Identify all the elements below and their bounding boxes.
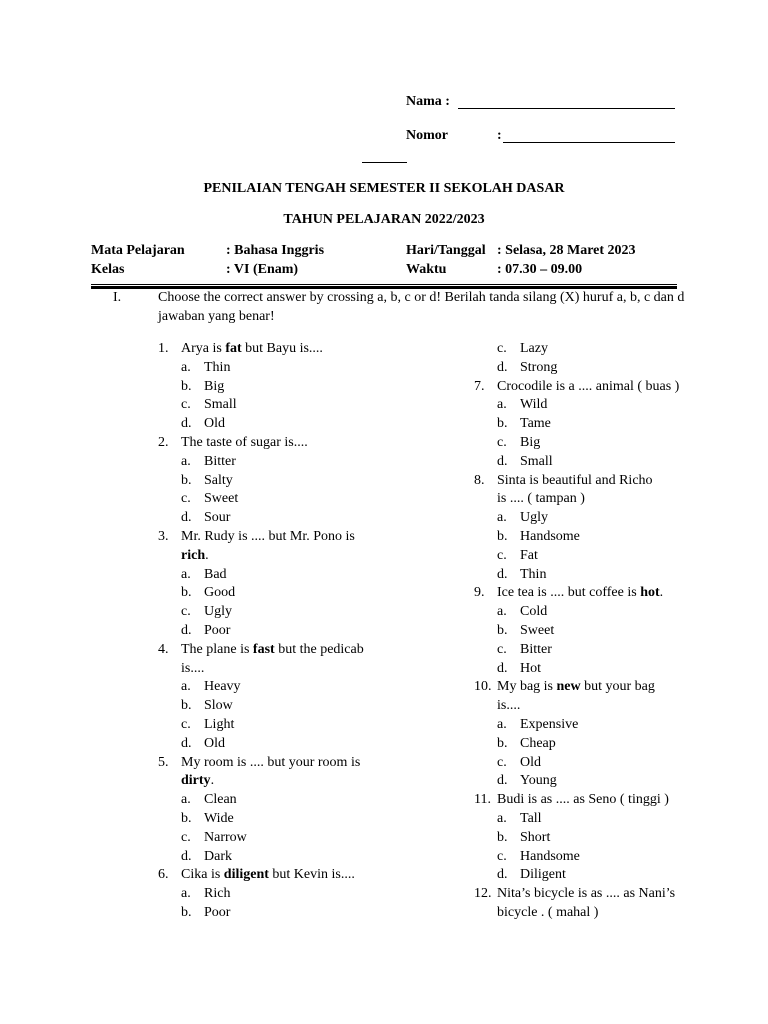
- option-letter: a.: [181, 679, 191, 695]
- option-text: Narrow: [204, 829, 247, 845]
- answer-option: [158, 584, 458, 603]
- question-text: [181, 641, 364, 660]
- answer-option: [158, 904, 458, 923]
- option-letter: d.: [181, 510, 192, 526]
- option-text: Small: [520, 453, 553, 469]
- answer-option: [158, 359, 458, 378]
- question-text: [181, 528, 355, 547]
- option-text: Sweet: [520, 622, 555, 638]
- question-text-part: bicycle . ( mahal ): [497, 904, 599, 920]
- option-text: Tame: [520, 416, 551, 432]
- question-text: [497, 697, 520, 716]
- mapel-value: : Bahasa Inggris: [226, 243, 325, 258]
- option-text: Old: [520, 754, 541, 770]
- option-text: Good: [204, 585, 236, 601]
- option-letter: d.: [497, 566, 508, 582]
- question-emphasis-word: rich: [181, 547, 206, 563]
- option-letter: b.: [497, 735, 508, 751]
- header-rule-thick: [91, 286, 677, 289]
- answer-option: [474, 434, 689, 453]
- option-text: Short: [520, 829, 551, 845]
- option-text: Poor: [204, 622, 231, 638]
- answer-option: [474, 509, 689, 528]
- option-text: Heavy: [204, 679, 241, 695]
- answer-option: [158, 829, 458, 848]
- option-text: Old: [204, 416, 225, 432]
- question-text-part: but the pedicab: [274, 641, 364, 657]
- question-number: 11.: [474, 792, 491, 808]
- question-row: [158, 641, 458, 660]
- kelas-label: Kelas: [91, 262, 125, 277]
- option-text: Sweet: [204, 491, 239, 507]
- option-text: Strong: [520, 359, 558, 375]
- option-letter: b.: [181, 585, 192, 601]
- answer-option: [474, 848, 689, 867]
- option-letter: a.: [497, 397, 507, 413]
- question-text: [497, 584, 663, 603]
- option-letter: d.: [497, 867, 508, 883]
- question-continuation: [474, 490, 689, 509]
- question-row: [158, 754, 458, 773]
- question-row: [158, 340, 458, 359]
- question-number: 10.: [474, 679, 492, 695]
- answer-option: [158, 735, 458, 754]
- option-letter: a.: [497, 716, 507, 732]
- question-text-part: but Bayu is....: [241, 341, 323, 356]
- answer-option: [474, 772, 689, 791]
- answer-option: [474, 810, 689, 829]
- nama-underline: [458, 108, 675, 109]
- question-text: [181, 866, 355, 885]
- question-emphasis-word: hot: [640, 585, 660, 601]
- option-text: Dark: [204, 848, 232, 864]
- option-text: Thin: [204, 359, 231, 375]
- option-letter: d.: [497, 773, 508, 789]
- option-letter: b.: [497, 622, 508, 638]
- question-emphasis-word: dirty: [181, 773, 211, 789]
- option-letter: c.: [181, 397, 191, 413]
- option-letter: a.: [181, 792, 191, 808]
- answer-option: [158, 453, 458, 472]
- option-text: Lazy: [520, 341, 548, 356]
- option-text: Cold: [520, 604, 548, 620]
- answer-option: [474, 547, 689, 566]
- question-continuation: [474, 697, 689, 716]
- question-text-part: The plane is: [181, 641, 253, 657]
- option-text: Rich: [204, 886, 231, 902]
- question-emphasis-word: diligent: [223, 867, 269, 883]
- option-letter: b.: [181, 810, 192, 826]
- question-text-part: is .... ( tampan ): [497, 491, 585, 507]
- answer-option: [474, 866, 689, 885]
- answer-option: [158, 603, 458, 622]
- option-text: Wide: [204, 810, 234, 826]
- header-rule-thin: [91, 284, 677, 285]
- nama-label: Nama :: [406, 94, 450, 109]
- answer-option: [158, 490, 458, 509]
- option-text: Expensive: [520, 716, 579, 732]
- answer-option: [474, 415, 689, 434]
- answer-option: [474, 754, 689, 773]
- option-letter: d.: [181, 848, 192, 864]
- question-number: 9.: [474, 585, 485, 601]
- question-text-part: Nita’s bicycle is as .... as Nani’s: [497, 886, 676, 902]
- question-text: [181, 547, 209, 566]
- answer-option: [474, 340, 689, 359]
- option-letter: c.: [497, 641, 507, 657]
- question-text: [181, 754, 360, 773]
- question-row: [474, 472, 689, 491]
- question-continuation: [158, 547, 458, 566]
- answer-option: [474, 829, 689, 848]
- question-number: 6.: [158, 867, 169, 883]
- answer-option: [474, 453, 689, 472]
- instruction-line-1: Choose the correct answer by crossing a, b, c or d! Berilah tanda silang (X) huruf a, b, c dan d: [158, 290, 685, 305]
- option-letter: c.: [181, 829, 191, 845]
- nomor-underline: [503, 142, 675, 143]
- question-text-part: .: [205, 547, 209, 563]
- question-text-part: Budi is as .... as Seno ( tinggi ): [497, 792, 669, 808]
- question-number: 3.: [158, 528, 169, 544]
- option-letter: b.: [497, 829, 508, 845]
- answer-option: [158, 378, 458, 397]
- question-text-part: is....: [181, 660, 205, 676]
- option-text: Clean: [204, 792, 237, 808]
- question-text-part: .: [210, 773, 215, 789]
- question-continuation: [474, 904, 689, 923]
- nomor-label: Nomor: [406, 128, 448, 143]
- question-number: 5.: [158, 754, 169, 770]
- answer-option: [158, 472, 458, 491]
- hari-value: : Selasa, 28 Maret 2023: [497, 243, 636, 258]
- option-letter: b.: [497, 416, 508, 432]
- question-emphasis-word: fat: [225, 341, 242, 356]
- answer-option: [474, 603, 689, 622]
- answer-option: [158, 697, 458, 716]
- answer-option: [158, 396, 458, 415]
- option-text: Handsome: [520, 848, 580, 864]
- question-text: [497, 472, 653, 491]
- answer-option: [158, 509, 458, 528]
- hari-label: Hari/Tanggal: [406, 243, 486, 258]
- question-text: [497, 904, 598, 923]
- option-letter: b.: [181, 472, 192, 488]
- option-text: Sour: [204, 510, 231, 526]
- option-text: Light: [204, 716, 235, 732]
- option-letter: a.: [181, 359, 191, 375]
- option-letter: d.: [181, 735, 192, 751]
- waktu-value: : 07.30 – 09.00: [497, 262, 583, 277]
- option-text: Salty: [204, 472, 233, 488]
- option-letter: c.: [497, 547, 507, 563]
- option-text: Ugly: [204, 604, 232, 620]
- option-text: Cheap: [520, 735, 556, 751]
- answer-option: [474, 566, 689, 585]
- option-text: Bitter: [520, 641, 552, 657]
- option-letter: b.: [181, 378, 192, 394]
- question-number: 7.: [474, 378, 485, 394]
- answer-option: [158, 622, 458, 641]
- question-text-part: but Kevin is....: [268, 867, 355, 883]
- option-letter: b.: [181, 698, 192, 714]
- answer-option: [474, 396, 689, 415]
- question-text: [181, 434, 308, 453]
- option-text: Slow: [204, 698, 233, 714]
- option-letter: a.: [181, 566, 191, 582]
- question-text-part: My bag is: [497, 679, 557, 695]
- question-row: [474, 378, 689, 397]
- answer-option: [474, 359, 689, 378]
- kelas-value: : VI (Enam): [226, 262, 299, 277]
- answer-option: [474, 716, 689, 735]
- question-text-part: but your bag: [580, 679, 655, 695]
- option-text: Hot: [520, 660, 541, 676]
- answer-option: [158, 678, 458, 697]
- question-text: [497, 885, 675, 904]
- title-line-2: TAHUN PELAJARAN 2022/2023: [283, 212, 485, 227]
- question-emphasis-word: fast: [252, 641, 275, 657]
- question-text: [497, 378, 679, 397]
- option-letter: a.: [497, 604, 507, 620]
- question-text: [181, 340, 323, 359]
- answer-option: [474, 641, 689, 660]
- question-text: [181, 772, 214, 791]
- question-text-part: Arya is: [181, 341, 226, 356]
- option-text: Bad: [204, 566, 227, 582]
- answer-option: [158, 810, 458, 829]
- question-row: [474, 885, 689, 904]
- question-number: 1.: [158, 341, 169, 356]
- option-letter: c.: [497, 754, 507, 770]
- option-letter: a.: [181, 886, 191, 902]
- option-text: Big: [204, 378, 225, 394]
- answer-option: [158, 791, 458, 810]
- question-text-part: is....: [497, 698, 521, 714]
- option-text: Fat: [520, 547, 538, 563]
- question-text-part: My room is .... but your room is: [181, 754, 361, 770]
- question-text-part: Crocodile is a .... animal ( buas ): [497, 378, 680, 394]
- question-text-part: The taste of sugar is....: [181, 434, 308, 450]
- option-text: Handsome: [520, 528, 580, 544]
- question-number: 8.: [474, 472, 485, 488]
- answer-option: [158, 415, 458, 434]
- question-continuation: [158, 660, 458, 679]
- question-text-part: Cika is: [181, 867, 224, 883]
- question-number: 2.: [158, 434, 169, 450]
- answer-option: [474, 528, 689, 547]
- question-continuation: [158, 772, 458, 791]
- title-line-1: PENILAIAN TENGAH SEMESTER II SEKOLAH DASAR: [203, 181, 565, 196]
- option-letter: d.: [497, 359, 508, 375]
- nomor-underline-continuation: [362, 162, 407, 163]
- option-letter: d.: [181, 416, 192, 432]
- question-row: [474, 791, 689, 810]
- option-letter: a.: [497, 510, 507, 526]
- option-text: Wild: [520, 397, 548, 413]
- question-text: [497, 678, 655, 697]
- option-letter: c.: [181, 491, 191, 507]
- option-letter: d.: [497, 453, 508, 469]
- answer-option: [158, 885, 458, 904]
- question-text-part: Sinta is beautiful and Richo: [497, 472, 653, 488]
- question-text-part: Mr. Rudy is .... but Mr. Pono is: [181, 528, 355, 544]
- answer-option: [474, 622, 689, 641]
- answer-option: [474, 735, 689, 754]
- option-letter: b.: [181, 904, 192, 920]
- question-row: [474, 584, 689, 603]
- question-row: [158, 866, 458, 885]
- option-letter: c.: [497, 848, 507, 864]
- option-text: Diligent: [520, 867, 566, 883]
- option-letter: c.: [181, 716, 191, 732]
- question-number: 12.: [474, 886, 492, 902]
- option-text: Young: [520, 773, 557, 789]
- question-text-part: Ice tea is .... but coffee is: [497, 585, 641, 601]
- nomor-colon: :: [497, 128, 502, 143]
- section-numeral: I.: [113, 290, 122, 305]
- option-letter: a.: [497, 810, 507, 826]
- option-letter: c.: [497, 434, 507, 450]
- option-letter: c.: [181, 604, 191, 620]
- answer-option: [158, 848, 458, 867]
- option-letter: d.: [497, 660, 508, 676]
- option-text: Old: [204, 735, 225, 751]
- option-text: Big: [520, 434, 541, 450]
- option-text: Thin: [520, 566, 547, 582]
- question-text: [181, 660, 204, 679]
- answer-option: [158, 716, 458, 735]
- question-text: [497, 791, 669, 810]
- question-column-left: [158, 340, 458, 923]
- option-text: Small: [204, 397, 237, 413]
- question-row: [158, 434, 458, 453]
- question-text-part: .: [659, 585, 664, 601]
- option-letter: c.: [497, 341, 507, 356]
- question-text: [497, 490, 585, 509]
- question-number: 4.: [158, 641, 169, 657]
- question-row: [158, 528, 458, 547]
- option-text: Bitter: [204, 453, 236, 469]
- waktu-label: Waktu: [406, 262, 447, 277]
- question-emphasis-word: new: [556, 679, 581, 695]
- answer-option: [474, 660, 689, 679]
- option-text: Tall: [520, 810, 542, 826]
- option-text: Poor: [204, 904, 231, 920]
- option-letter: a.: [181, 453, 191, 469]
- mapel-label: Mata Pelajaran: [91, 243, 185, 258]
- option-text: Ugly: [520, 510, 548, 526]
- option-letter: b.: [497, 528, 508, 544]
- question-row: [474, 678, 689, 697]
- option-letter: d.: [181, 622, 192, 638]
- instruction-line-2: jawaban yang benar!: [158, 309, 275, 324]
- question-column-right: [474, 340, 689, 923]
- answer-option: [158, 566, 458, 585]
